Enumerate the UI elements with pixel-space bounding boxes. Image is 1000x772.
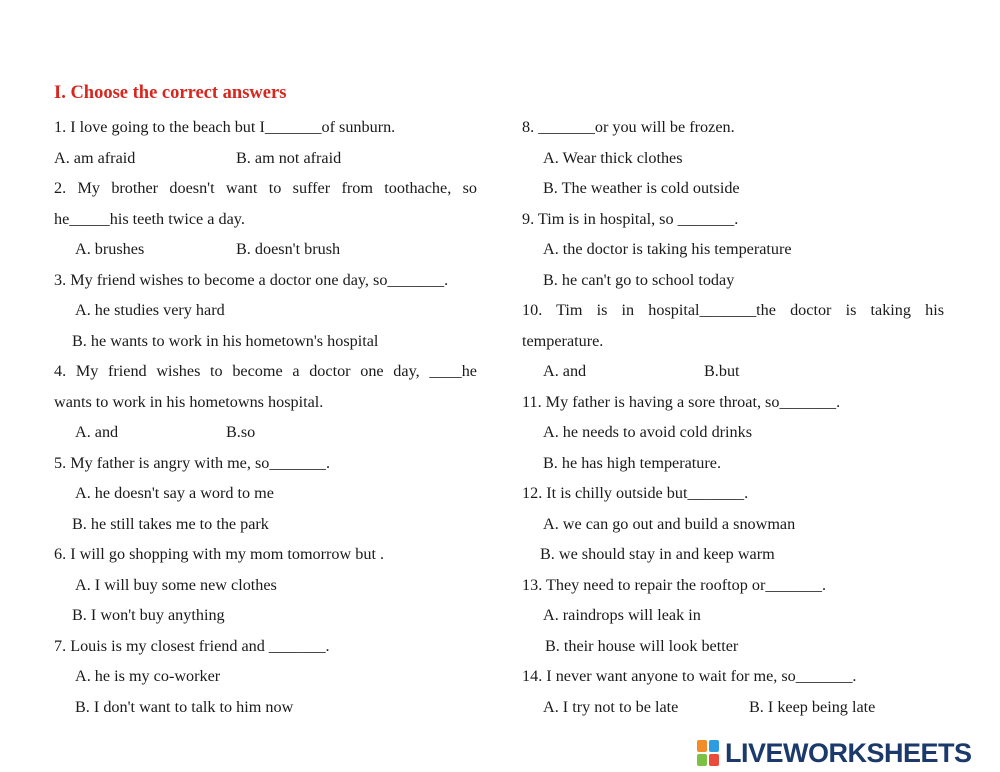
- question-13-option-a-row: [522, 600, 944, 631]
- question-6-option-a[interactable]: A. I will buy some new clothes: [75, 575, 277, 594]
- question-5-stem: 5. My father is angry with me, so_______.: [54, 453, 331, 472]
- question-10-option-b[interactable]: B.but: [704, 362, 740, 380]
- question-3-option-a-row: [54, 295, 477, 326]
- question-9-option-a-row: [522, 234, 944, 265]
- question-1-option-b[interactable]: B. am not afraid: [236, 148, 342, 167]
- question-11-option-b-row: [522, 448, 944, 479]
- question-5-option-b[interactable]: B. he still takes me to the park: [72, 514, 269, 533]
- question-4-stem-line1: 4. My friend wishes to become a doctor one day, ____he: [54, 362, 477, 380]
- question-6-stem: 6. I will go shopping with my mom tomorrow but .: [54, 545, 385, 563]
- left-column: [54, 112, 477, 722]
- liveworksheets-logo: [697, 738, 972, 768]
- liveworksheets-wordmark: LIVEWORKSHEETS: [725, 737, 972, 768]
- question-5-option-a-row: [54, 478, 477, 509]
- question-6-option-b-row: [54, 600, 477, 631]
- question-12-option-a-row: [522, 509, 944, 540]
- question-10-stem-line2: temperature.: [522, 331, 604, 350]
- question-11-option-a-row: [522, 417, 944, 448]
- question-5-option-b-row: [54, 509, 477, 540]
- question-14-option-b[interactable]: B. I keep being late: [749, 697, 876, 716]
- question-12-option-b-row: [522, 539, 944, 570]
- question-14-options: [522, 692, 944, 723]
- question-11-stem: 11. My father is having a sore throat, so_______.: [522, 392, 841, 411]
- question-2-option-b[interactable]: B. doesn't brush: [236, 240, 341, 258]
- question-8-option-b-row: [522, 173, 944, 204]
- question-9-stem: 9. Tim is in hospital, so _______.: [522, 209, 739, 228]
- question-4-option-a[interactable]: A. and: [75, 423, 119, 441]
- question-3-option-b-row: [54, 326, 477, 357]
- question-1-options: [54, 143, 477, 174]
- question-13-option-b-row: [522, 631, 944, 662]
- question-9-option-b-row: [522, 265, 944, 296]
- question-2-stem-line2: he_____his teeth twice a day.: [54, 209, 245, 228]
- question-4-option-b[interactable]: B.so: [226, 423, 256, 441]
- question-10-options: [522, 356, 944, 387]
- question-3-option-b[interactable]: B. he wants to work in his hometown's hospital: [72, 331, 379, 350]
- question-6-option-a-row: [54, 570, 477, 601]
- question-14-option-a[interactable]: A. I try not to be late: [543, 697, 679, 716]
- question-9-option-a[interactable]: A. the doctor is taking his temperature: [543, 240, 792, 258]
- question-6-option-b[interactable]: B. I won't buy anything: [72, 606, 225, 624]
- question-3-stem: 3. My friend wishes to become a doctor one day, so_______.: [54, 270, 449, 289]
- question-10-stem-line1: 10. Tim is in hospital_______the doctor is taking his: [522, 301, 944, 319]
- question-5-option-a[interactable]: A. he doesn't say a word to me: [75, 484, 274, 502]
- right-column: [522, 112, 944, 722]
- question-4-options: [54, 417, 477, 448]
- liveworksheets-blocks-icon: [697, 740, 719, 766]
- question-2-options: [54, 234, 477, 265]
- question-12-stem: 12. It is chilly outside but_______.: [522, 484, 749, 502]
- question-13-option-b[interactable]: B. their house will look better: [545, 636, 739, 655]
- question-9-option-b[interactable]: B. he can't go to school today: [543, 270, 735, 289]
- question-7-option-b-row: [54, 692, 477, 723]
- question-8-option-b[interactable]: B. The weather is cold outside: [543, 179, 740, 197]
- question-14-stem: 14. I never want anyone to wait for me, so_______.: [522, 667, 857, 685]
- question-1-stem: 1. I love going to the beach but I_______of sunburn.: [54, 118, 396, 136]
- question-10-option-a[interactable]: A. and: [543, 362, 587, 380]
- question-7-option-b[interactable]: B. I don't want to talk to him now: [75, 697, 294, 716]
- question-11-option-b[interactable]: B. he has high temperature.: [543, 453, 722, 472]
- question-7-option-a-row: [54, 661, 477, 692]
- question-8-option-a-row: [522, 143, 944, 174]
- question-11-option-a[interactable]: A. he needs to avoid cold drinks: [543, 423, 753, 441]
- question-12-option-b[interactable]: B. we should stay in and keep warm: [540, 545, 775, 563]
- question-8-stem: 8. _______or you will be frozen.: [522, 118, 735, 136]
- question-13-option-a[interactable]: A. raindrops will leak in: [543, 606, 701, 624]
- question-12-option-a[interactable]: A. we can go out and build a snowman: [543, 514, 796, 533]
- question-13-stem: 13. They need to repair the rooftop or_______.: [522, 575, 827, 594]
- question-3-option-a[interactable]: A. he studies very hard: [75, 301, 225, 319]
- question-7-stem: 7. Louis is my closest friend and _______.: [54, 636, 330, 655]
- question-1-option-a[interactable]: A. am afraid: [54, 148, 136, 167]
- section-title: I. Choose the correct answers: [54, 83, 287, 103]
- question-2-option-a[interactable]: A. brushes: [75, 240, 145, 258]
- question-8-option-a[interactable]: A. Wear thick clothes: [543, 148, 683, 167]
- question-7-option-a[interactable]: A. he is my co-worker: [75, 667, 221, 685]
- question-4-stem-line2: wants to work in his hometowns hospital.: [54, 392, 324, 411]
- question-2-stem-line1: 2. My brother doesn't want to suffer from toothache, so: [54, 179, 477, 197]
